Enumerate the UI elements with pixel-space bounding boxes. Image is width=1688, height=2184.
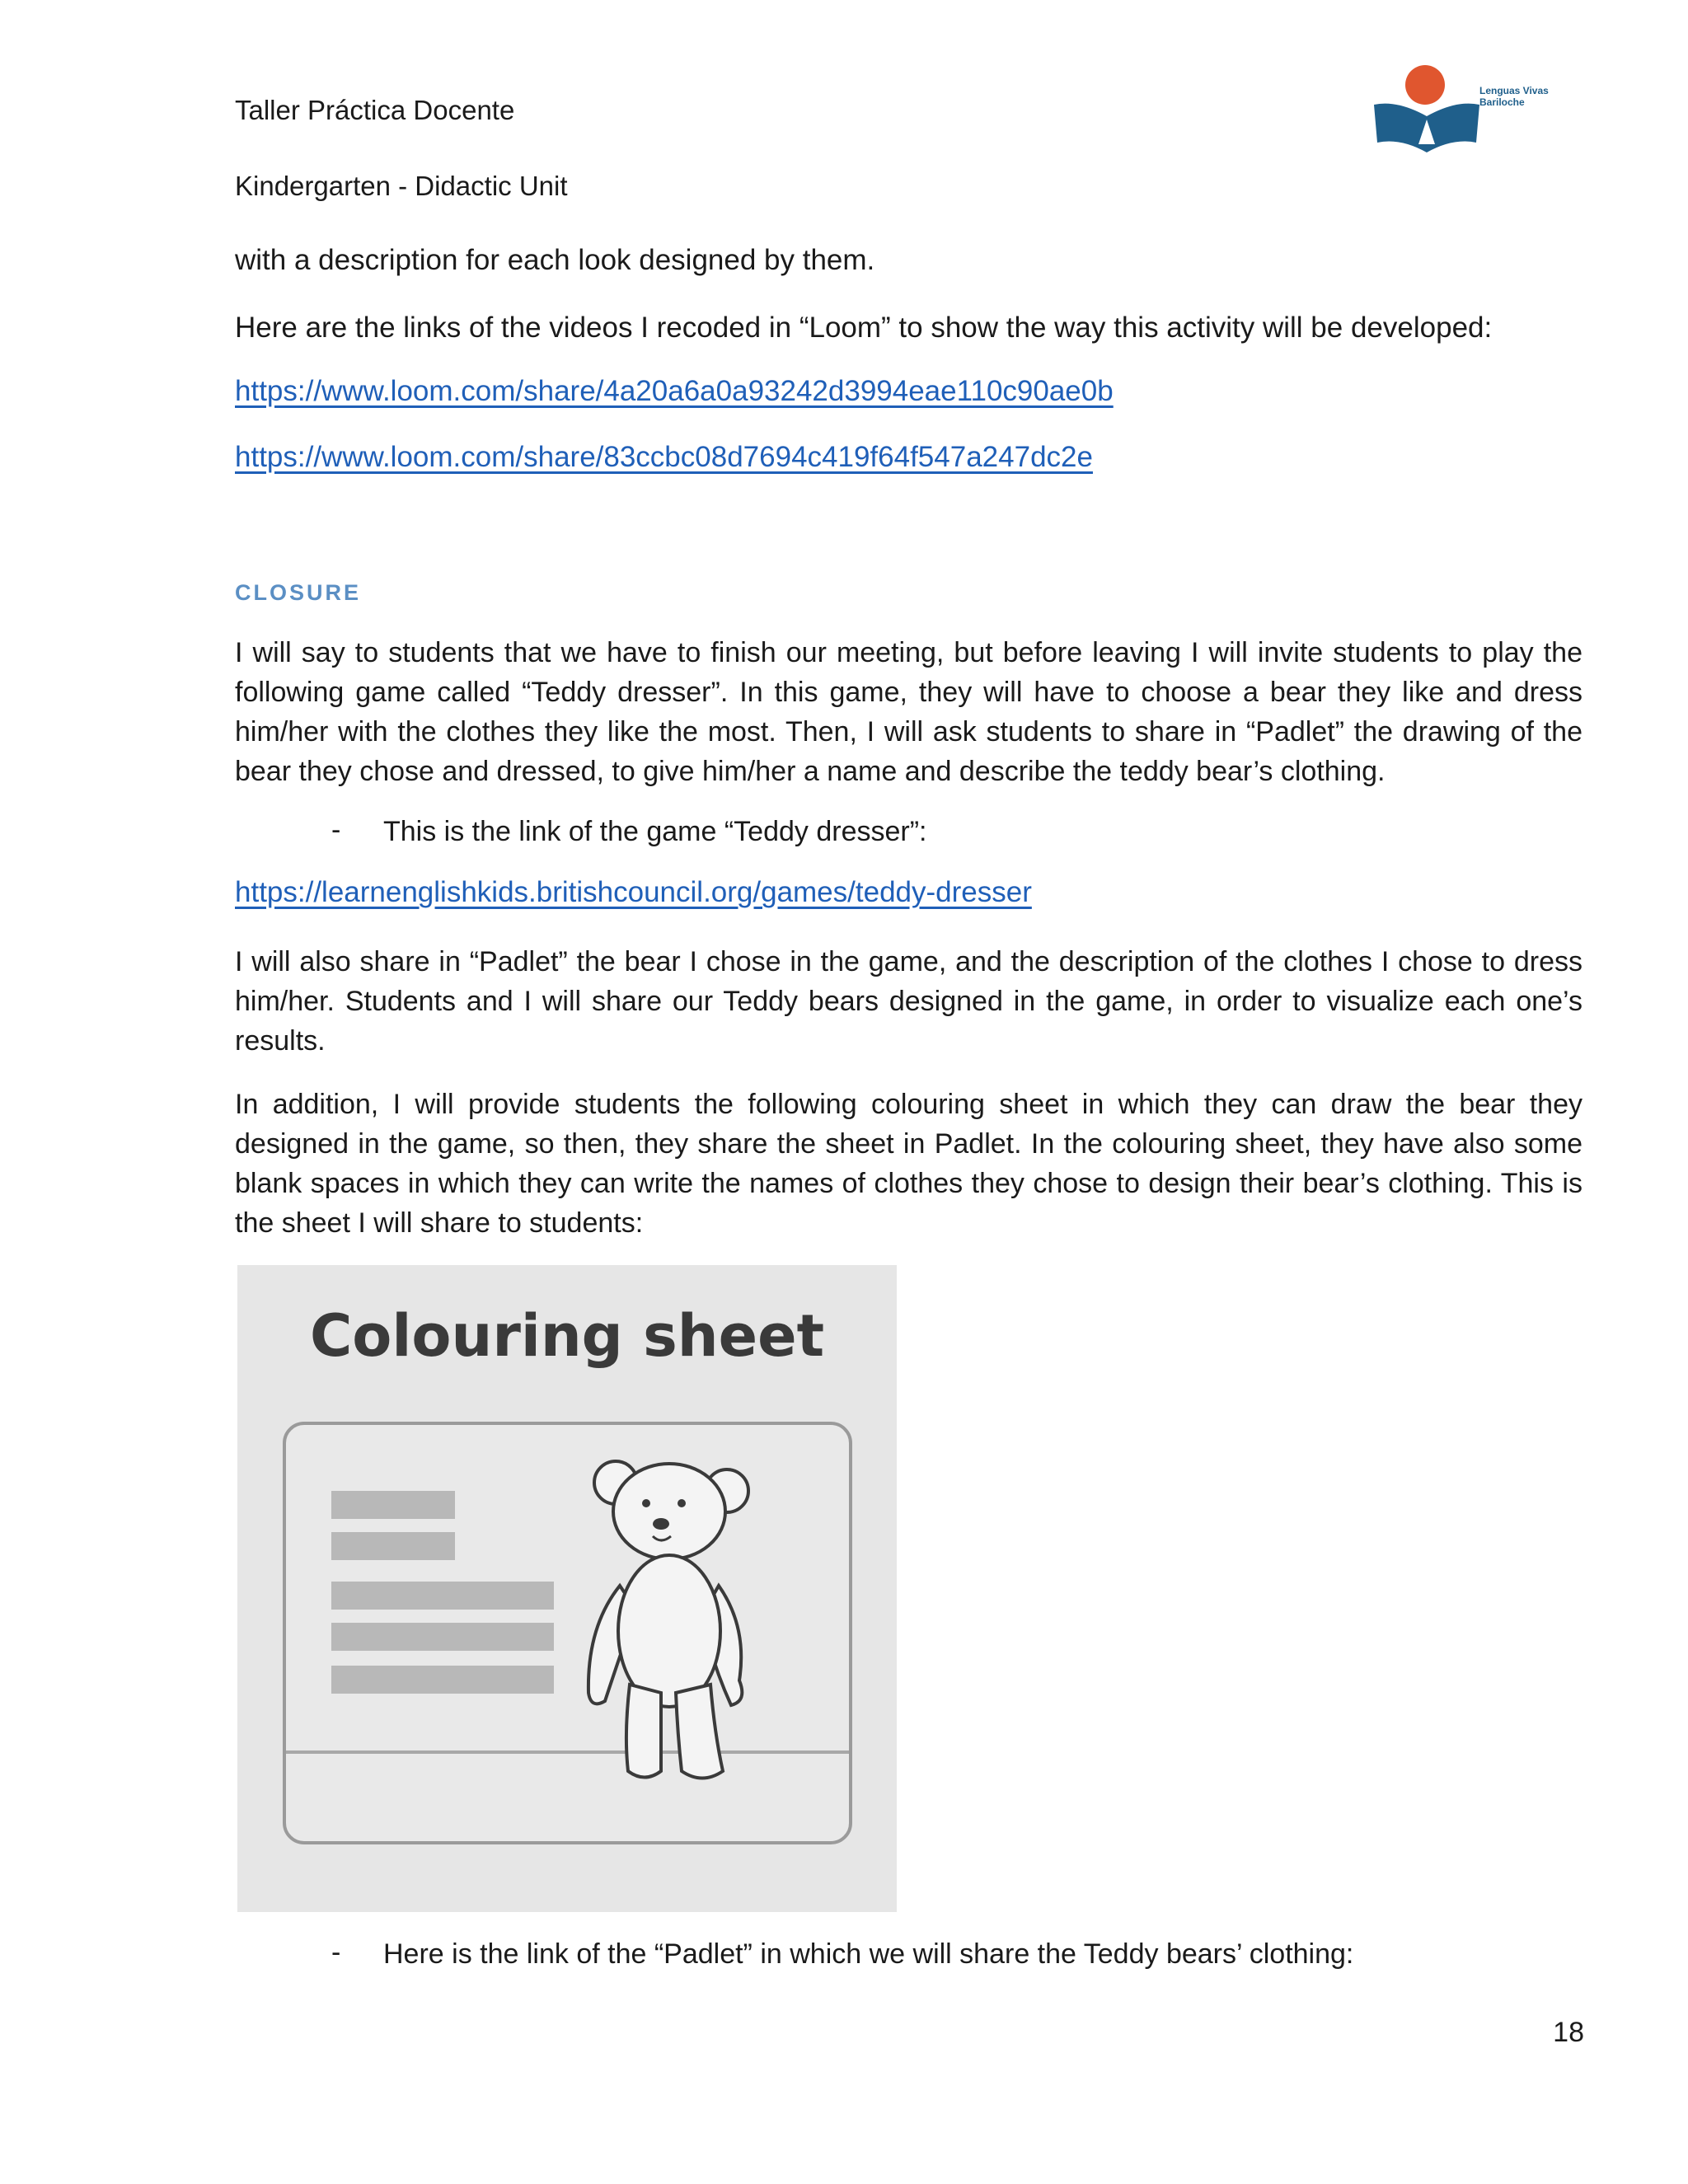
- teddy-bear-icon: [579, 1446, 768, 1792]
- padlet-bullet-text: Here is the link of the “Padlet” in which we will share the Teddy bears’ clothing:: [383, 1938, 1354, 1970]
- videos-sentence: Here are the links of the videos I recoded in “Loom” to show the way this activity will be developed:: [235, 312, 1493, 344]
- game-bullet-text: This is the link of the game “Teddy dresser”:: [383, 816, 927, 847]
- blank-line: [331, 1491, 455, 1519]
- header-title: Taller Práctica Docente: [235, 95, 515, 125]
- loom-link-2[interactable]: https://www.loom.com/share/83ccbc08d7694c419f64f547a247dc2e: [235, 441, 1093, 473]
- loom-link-1[interactable]: https://www.loom.com/share/4a20a6a0a93242d3994eae110c90ae0b: [235, 375, 1114, 407]
- continuation-text: with a description for each look designed by them.: [235, 244, 875, 276]
- colouring-sheet-title: Colouring sheet: [309, 1302, 825, 1370]
- closure-heading: CLOSURE: [235, 580, 362, 605]
- bullet-dash: -: [331, 814, 341, 846]
- page-number: 18: [1553, 2017, 1584, 2048]
- logo: [1372, 62, 1570, 157]
- colouring-sheet-card: [283, 1422, 852, 1844]
- blank-line: [331, 1666, 554, 1694]
- closure-paragraph-3: In addition, I will provide students the following colouring sheet in which they can draw the bear they designed in the game, so then, they share the sheet in Padlet. In the colouring sheet, they have also some blank spaces in which they can write the names of clothes they chose to design their bear’s clothing. This is the sheet I will share to students:: [235, 1089, 1582, 1239]
- closure-paragraph-2: I will also share in “Padlet” the bear I chose in the game, and the description of the clothes I chose to dress him/her. Students and I will share our Teddy bears designed in the game, in order to visualize each one’s results.: [235, 946, 1582, 1057]
- blank-line: [331, 1582, 554, 1610]
- colouring-sheet-image: [237, 1265, 897, 1912]
- teddy-dresser-link[interactable]: https://learnenglishkids.britishcouncil.org/games/teddy-dresser: [235, 876, 1032, 908]
- header-subtitle: Kindergarten - Didactic Unit: [235, 171, 568, 201]
- logo-text: Lenguas Vivas Bariloche: [1479, 85, 1549, 108]
- blank-line: [331, 1532, 455, 1560]
- closure-paragraph-1: I will say to students that we have to finish our meeting, but before leaving I will invite students to play the following game called “Teddy dresser”. In this game, they will have to choose a bear they like and dress him/her with the clothes they like the most. Then, I will ask students to share in “Padlet” the drawing of the bear they chose and dressed, to give him/her a name and describe the teddy bear’s clothing.: [235, 637, 1582, 787]
- blank-line: [331, 1623, 554, 1651]
- bullet-dash: -: [331, 1937, 341, 1968]
